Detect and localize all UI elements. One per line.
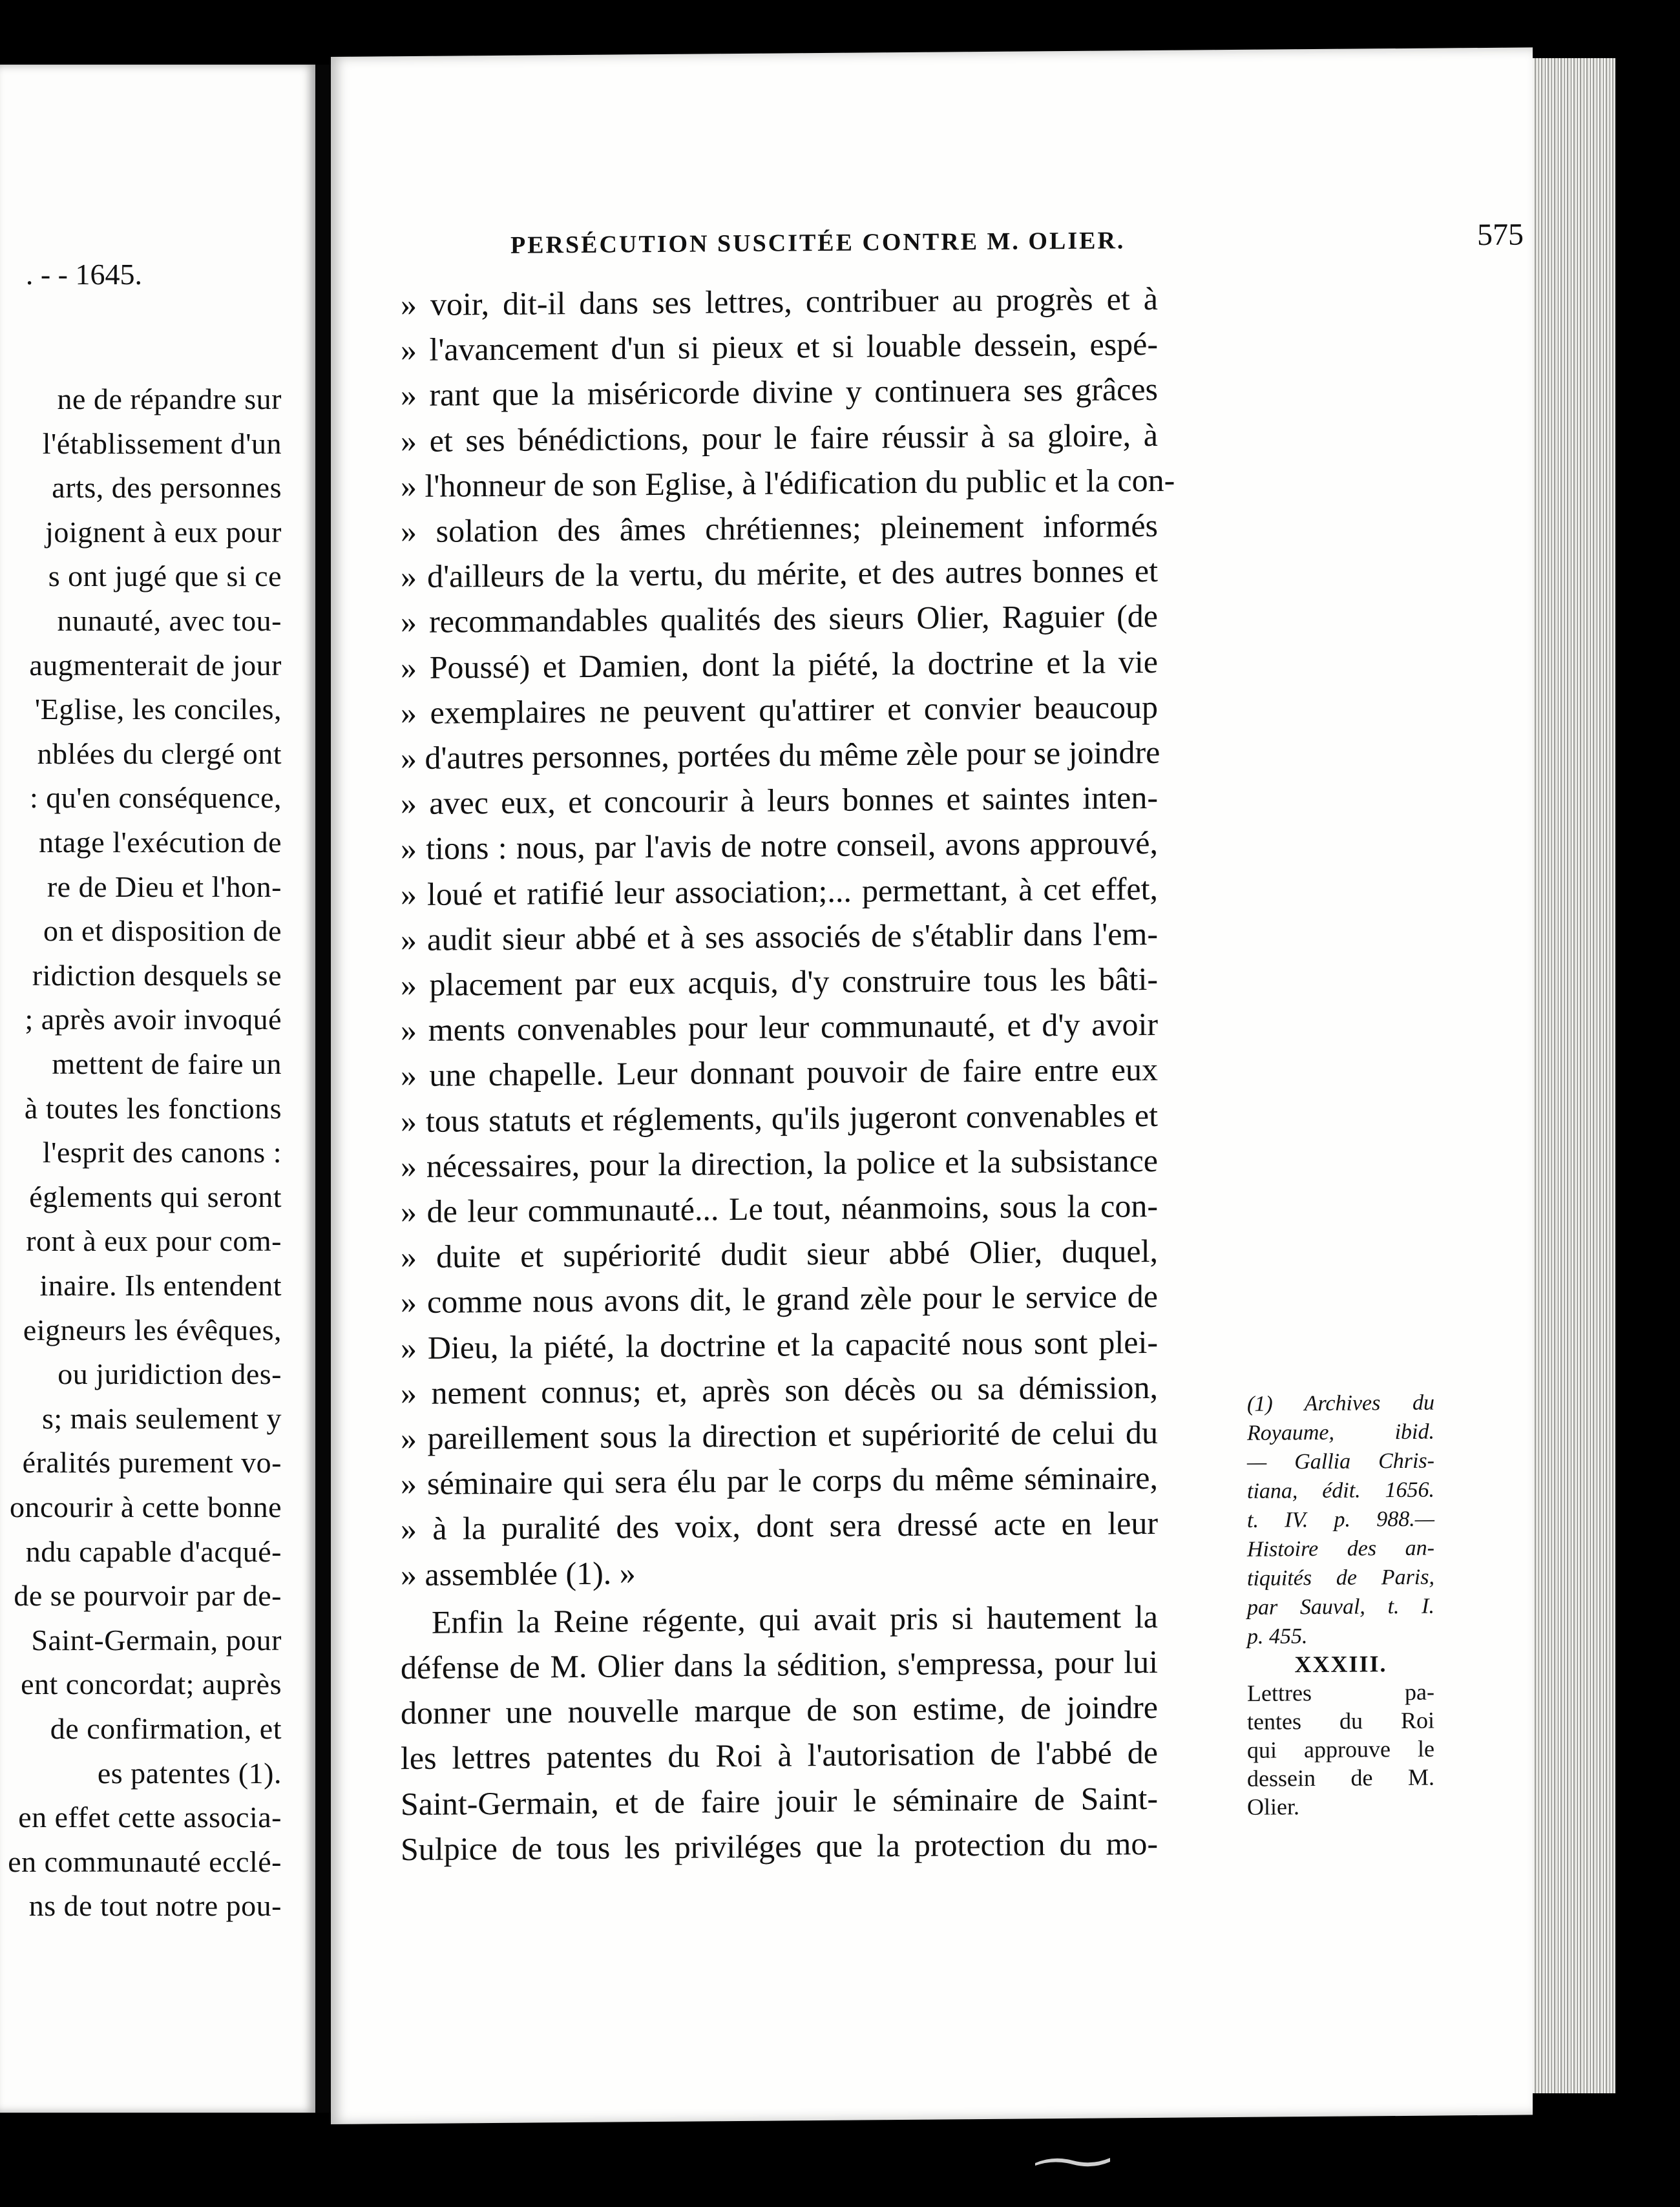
left-page-line: de se pourvoir par de- [14, 1579, 282, 1613]
page-header [510, 216, 1531, 269]
left-page-line: en effet cette associa- [18, 1801, 282, 1834]
left-page-line: s ont jugé que si ce [48, 560, 282, 593]
quote-line: » loué et ratifié leur association;... permettant, à cet effet, [401, 870, 1158, 912]
left-page-line: éralités purement vo- [22, 1446, 282, 1480]
left-page-line: Saint-Germain, pour [31, 1623, 282, 1657]
quote-line: » rant que la miséricorde divine y continuera ses grâces [401, 371, 1158, 413]
quote-line: » solation des âmes chrétiennes; pleinement informés [401, 507, 1158, 550]
left-page [0, 65, 315, 2113]
left-page-line: ne de répandre sur [57, 382, 282, 415]
quote-line: » recommandables qualités des sieurs Olier, Raguier (de [401, 598, 1158, 640]
paragraph-line: donner une nouvelle marque de son estime, de joindre [401, 1689, 1158, 1731]
left-page-line: on et disposition de [43, 914, 282, 948]
quote-line: » pareillement sous la direction et supériorité de celui du [401, 1414, 1158, 1457]
left-page-line: nblées du clergé ont [37, 737, 282, 770]
quote-line: » Poussé) et Damien, dont la piété, la doctrine et la vie [401, 643, 1158, 685]
quote-line: » d'autres personnes, portées du même zèle pour se joindre [401, 733, 1160, 777]
quote-line: » assemblée (1). » [401, 1554, 636, 1593]
running-head: PERSÉCUTION SUSCITÉE CONTRE M. OLIER. [510, 227, 1126, 259]
footnote-line: tiana, édit. 1656. [1247, 1478, 1434, 1503]
footnote-line: t. IV. p. 988.— [1247, 1507, 1434, 1532]
paragraph-line: les lettres patentes du Roi à l'autorisation de l'abbé de [401, 1734, 1158, 1777]
left-page-line: de confirmation, et [50, 1712, 282, 1745]
left-page-line: arts, des personnes [52, 471, 282, 505]
quote-line: » l'avancement d'un si pieux et si louable dessein, espé- [401, 326, 1158, 368]
sidenote-heading: XXXIII. [1294, 1651, 1387, 1678]
quote-line: » Dieu, la piété, la doctrine et la capacité nous sont plei- [401, 1323, 1158, 1366]
left-page-line: ntage l'exécution de [39, 826, 282, 859]
quote-line: » à la puralité des voix, dont sera dressé acte en leur [401, 1505, 1158, 1547]
quote-line: » d'ailleurs de la vertu, du mérite, et des autres bonnes et [401, 552, 1158, 595]
left-page-line: en communauté ecclé- [8, 1845, 282, 1878]
left-page-line: ou juridiction des- [58, 1357, 282, 1391]
left-page-line: ns de tout notre pou- [28, 1889, 282, 1923]
footnote-line: — Gallia Chris- [1247, 1449, 1434, 1474]
quote-line: » une chapelle. Leur donnant pouvoir de faire entre eux [401, 1051, 1158, 1094]
quote-line: » placement par eux acquis, d'y construire tous les bâti- [401, 960, 1158, 1003]
footnote-line: (1) Archives du [1247, 1390, 1434, 1416]
footnote-line: par Sauval, t. I. [1247, 1594, 1434, 1620]
left-page-line: ent concordat; auprès [21, 1668, 282, 1701]
page-number: 575 [1477, 217, 1524, 253]
left-page-line: 'Eglise, les conciles, [34, 693, 282, 726]
left-page-line: s; mais seulement y [41, 1401, 282, 1435]
left-page-line: ridiction desquels se [32, 958, 282, 992]
ornament-icon [1034, 2151, 1111, 2170]
left-page-line: ront à eux pour com- [26, 1224, 282, 1258]
quote-line: » nécessaires, pour la direction, la police et la subsistance [401, 1142, 1158, 1184]
page-edges [1533, 58, 1615, 2093]
quote-line: » nement connus; et, après son décès ou sa démission, [401, 1368, 1158, 1411]
left-page-line: : qu'en conséquence, [30, 781, 282, 815]
sidenote-line: tentes du Roi [1247, 1707, 1434, 1735]
quote-line: » de leur communauté... Le tout, néanmoins, sous la con- [401, 1187, 1158, 1230]
left-page-line: à toutes les fonctions [24, 1091, 282, 1125]
sidenote-line: dessein de M. [1247, 1764, 1434, 1792]
left-page-line: églements qui seront [29, 1180, 282, 1213]
quote-line: » duite et supériorité dudit sieur abbé Olier, duquel, [401, 1233, 1158, 1275]
left-page-line: l'esprit des canons : [42, 1136, 282, 1169]
left-page-line: mettent de faire un [52, 1047, 282, 1080]
sidenote-line: Olier. [1247, 1794, 1299, 1820]
quote-line: » comme nous avons dit, le grand zèle pour le service de [401, 1278, 1158, 1321]
footnote-line: Histoire des an- [1247, 1536, 1434, 1562]
right-page [331, 47, 1533, 2124]
left-page-line: ndu capable d'acqué- [25, 1534, 282, 1568]
quote-line: » ments convenables pour leur communauté, et d'y avoir [401, 1006, 1158, 1049]
quote-line: » tous statuts et réglements, qu'ils jugeront convenables et [401, 1096, 1158, 1139]
paragraph-line: Sulpice de tous les priviléges que la protection du mo- [401, 1825, 1158, 1867]
footnote-line: Royaume, ibid. [1247, 1419, 1434, 1445]
margin-footnote [1247, 1388, 1434, 1651]
book-gutter [315, 65, 331, 2113]
quote-line: » tions : nous, par l'avis de notre conseil, avons approuvé, [401, 824, 1158, 867]
left-page-line: oncourir à cette bonne [10, 1491, 282, 1523]
quote-line: » et ses bénédictions, pour le faire réussir à sa gloire, à [401, 416, 1158, 459]
left-page-line: l'établissement d'un [42, 426, 282, 460]
left-page-line: es patentes (1). [97, 1756, 282, 1790]
footnote-line: tiquités de Paris, [1247, 1565, 1434, 1591]
paragraph-line: défense de M. Olier dans la sédition, s'empressa, pour lui [401, 1643, 1158, 1686]
quote-line: » exemplaires ne peuvent qu'attirer et convier beaucoup [401, 688, 1158, 731]
left-page-line: joignent à eux pour [45, 515, 282, 549]
quote-line: » séminaire qui sera élu par le corps du même séminaire, [401, 1459, 1158, 1502]
quote-line: » l'honneur de son Eglise, à l'édification du public et la con- [401, 461, 1175, 504]
left-page-line: ; après avoir invoqué [25, 1003, 282, 1036]
sidenote-line: Lettres pa- [1247, 1679, 1434, 1706]
left-page-line: eigneurs les évêques, [23, 1313, 282, 1346]
footnote-line: p. 455. [1247, 1624, 1308, 1649]
paragraph-line: Saint-Germain, et de faire jouir le séminaire de Saint- [401, 1779, 1158, 1822]
quote-line: » audit sieur abbé et à ses associés de s'établir dans l'em- [401, 915, 1158, 957]
left-page-line: nunauté, avec tou- [57, 604, 282, 637]
quote-line: » avec eux, et concourir à leurs bonnes et saintes inten- [401, 779, 1158, 822]
left-page-header: . - - 1645. [25, 258, 142, 291]
left-page-line: inaire. Ils entendent [39, 1269, 282, 1302]
margin-sidenote [1247, 1649, 1434, 1821]
paragraph-line: Enfin la Reine régente, qui avait pris si hautement la [432, 1598, 1158, 1640]
left-page-line: re de Dieu et l'hon- [47, 870, 282, 903]
left-page-line: augmenterait de jour [29, 648, 282, 682]
quote-line: » voir, dit-il dans ses lettres, contribuer au progrès et à [401, 280, 1158, 323]
sidenote-line: qui approuve le [1247, 1735, 1434, 1763]
